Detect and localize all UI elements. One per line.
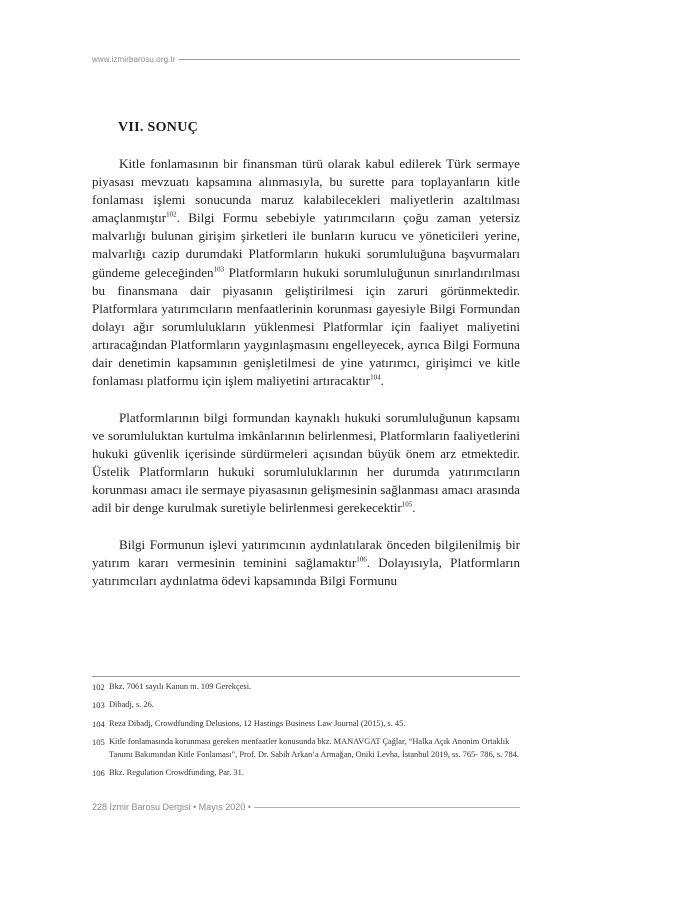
page-footer [92, 801, 520, 813]
paragraph-text: . [380, 373, 384, 389]
footnote [92, 681, 520, 693]
footnote-reference: 105 [401, 500, 413, 509]
paragraph-text: Bilgi Formunun işlevi yatırımcının aydınlatılarak önceden bilgilenilmiş bir yatırım kararı vermesinin teminini sağlamaktır [92, 536, 520, 570]
footnote-reference: 104 [370, 373, 381, 382]
body-paragraph [92, 155, 520, 390]
body-paragraph [92, 536, 520, 590]
footnote-number: 106 [92, 768, 105, 779]
footnote-reference: 106 [356, 555, 367, 564]
body-paragraph [92, 409, 520, 518]
footnote-text: Dibadj, s. 26. [109, 700, 154, 710]
paragraph-text: Platformların hukuki sorumluluğunun sınırlandırılması bu finansmana dair piyasanın geliştirilmesi için zaruri görünmektedir. Platformlara yatırımcıların menfaatlerinin korunması gayesiyle Bilgi Formundan dolayı ağır sorumlulukların yüklenmesi Platformlar için faaliyet maliyetini artıracağından Platformların yaygınlaşmasını engelleyecek, ayrıca Bilgi Formuna dair denetimin kapsamının genişletilmesi de yine yatırımcı, girişimci ve kitle fonlaması platformu için işlem maliyetini artıracaktır [92, 264, 520, 389]
footnote [92, 718, 520, 730]
footnote-number: 103 [92, 700, 105, 711]
section-title: VII. SONUÇ [118, 120, 199, 135]
footnote-number: 102 [92, 682, 105, 692]
page-header [92, 52, 520, 66]
paragraph-text: . Bilgi Formu sebebiyle yatırımcıların çoğu zaman yetersiz malvarlığı bulunan girişim şirketleri ile bunların kurucu ve yöneticileri yerine, malvarlığı cazip durumdaki Platformların hukuki sorumluluğuna başvurmaları gündeme geleceğinden [92, 210, 520, 280]
footnote-number: 104 [92, 718, 105, 729]
header-url: www.izmirbarosu.org.tr [92, 54, 176, 64]
footnote [92, 736, 520, 761]
footnote [92, 699, 520, 711]
paragraph-text: . [412, 500, 416, 516]
footnote-number: 105 [92, 737, 105, 748]
footnote-divider [92, 676, 520, 677]
footnote-reference: 103 [213, 265, 225, 274]
footnote [92, 767, 520, 779]
footnote-text: Bkz. 7061 sayılı Kanun m. 109 Gerekçesi. [109, 682, 252, 691]
body-text [92, 155, 520, 609]
footnote-text: Bkz. Regulation Crowdfunding, Par. 31. [109, 768, 244, 778]
footer-rule [254, 807, 520, 808]
footer-text: 228 İzmir Barosu Dergisi • Mayıs 2020 • [92, 802, 251, 812]
footnote-reference: 102 [166, 210, 177, 219]
footnote-text: Reza Dibadj, Crowdfunding Delusions, 12 Hastings Business Law Journal (2015), s. 45. [109, 718, 406, 728]
footnote-text: Kitle fonlamasında korunması gereken menfaatler konusunda bkz. MANAVGAT Çağlar, “Halka Açık Anonim Ortaklık Tanımı Bakımından Kitle Fonlaması”, Prof. Dr. Sabih Arkan’a Armağan, Oniki Levha, İstanbul 2019, ss. 765- 786, s. 784. [109, 737, 519, 759]
paragraph-text: . Dolayısıyla, Platformların yatırımcıları aydınlatma ödevi kapsamında Bilgi Formunu [92, 554, 520, 588]
header-rule [179, 59, 520, 60]
paragraph-text: Platformlarının bilgi formundan kaynaklı hukuki sorumluluğunun kapsamı ve sorumluluktan kurtulma imkânlarının belirlenmesi, Platformların faaliyetlerini hukuki güvenlik içerisinde sürdürmeleri açısından büyük önem arz etmektedir. Üstelik Platformların hukuki sorumluluklarının her durumda yatırımcıların korunması amacı ile sermaye piyasasının gelişmesinin sağlanması amacı arasında adil bir denge kurulmak suretiyle belirlenmesi gerekecektir [92, 409, 520, 516]
footnotes [92, 681, 520, 785]
paragraph-text: Kitle fonlamasının bir finansman türü olarak kabul edilerek Türk sermaye piyasası mevzuatı kapsamına alınmasıyla, bu surette para toplayanların kitle fonlaması işlemi sonucunda maruz kalabilecekleri maliyetlerin azaltılması amaçlanmıştır [92, 156, 520, 226]
